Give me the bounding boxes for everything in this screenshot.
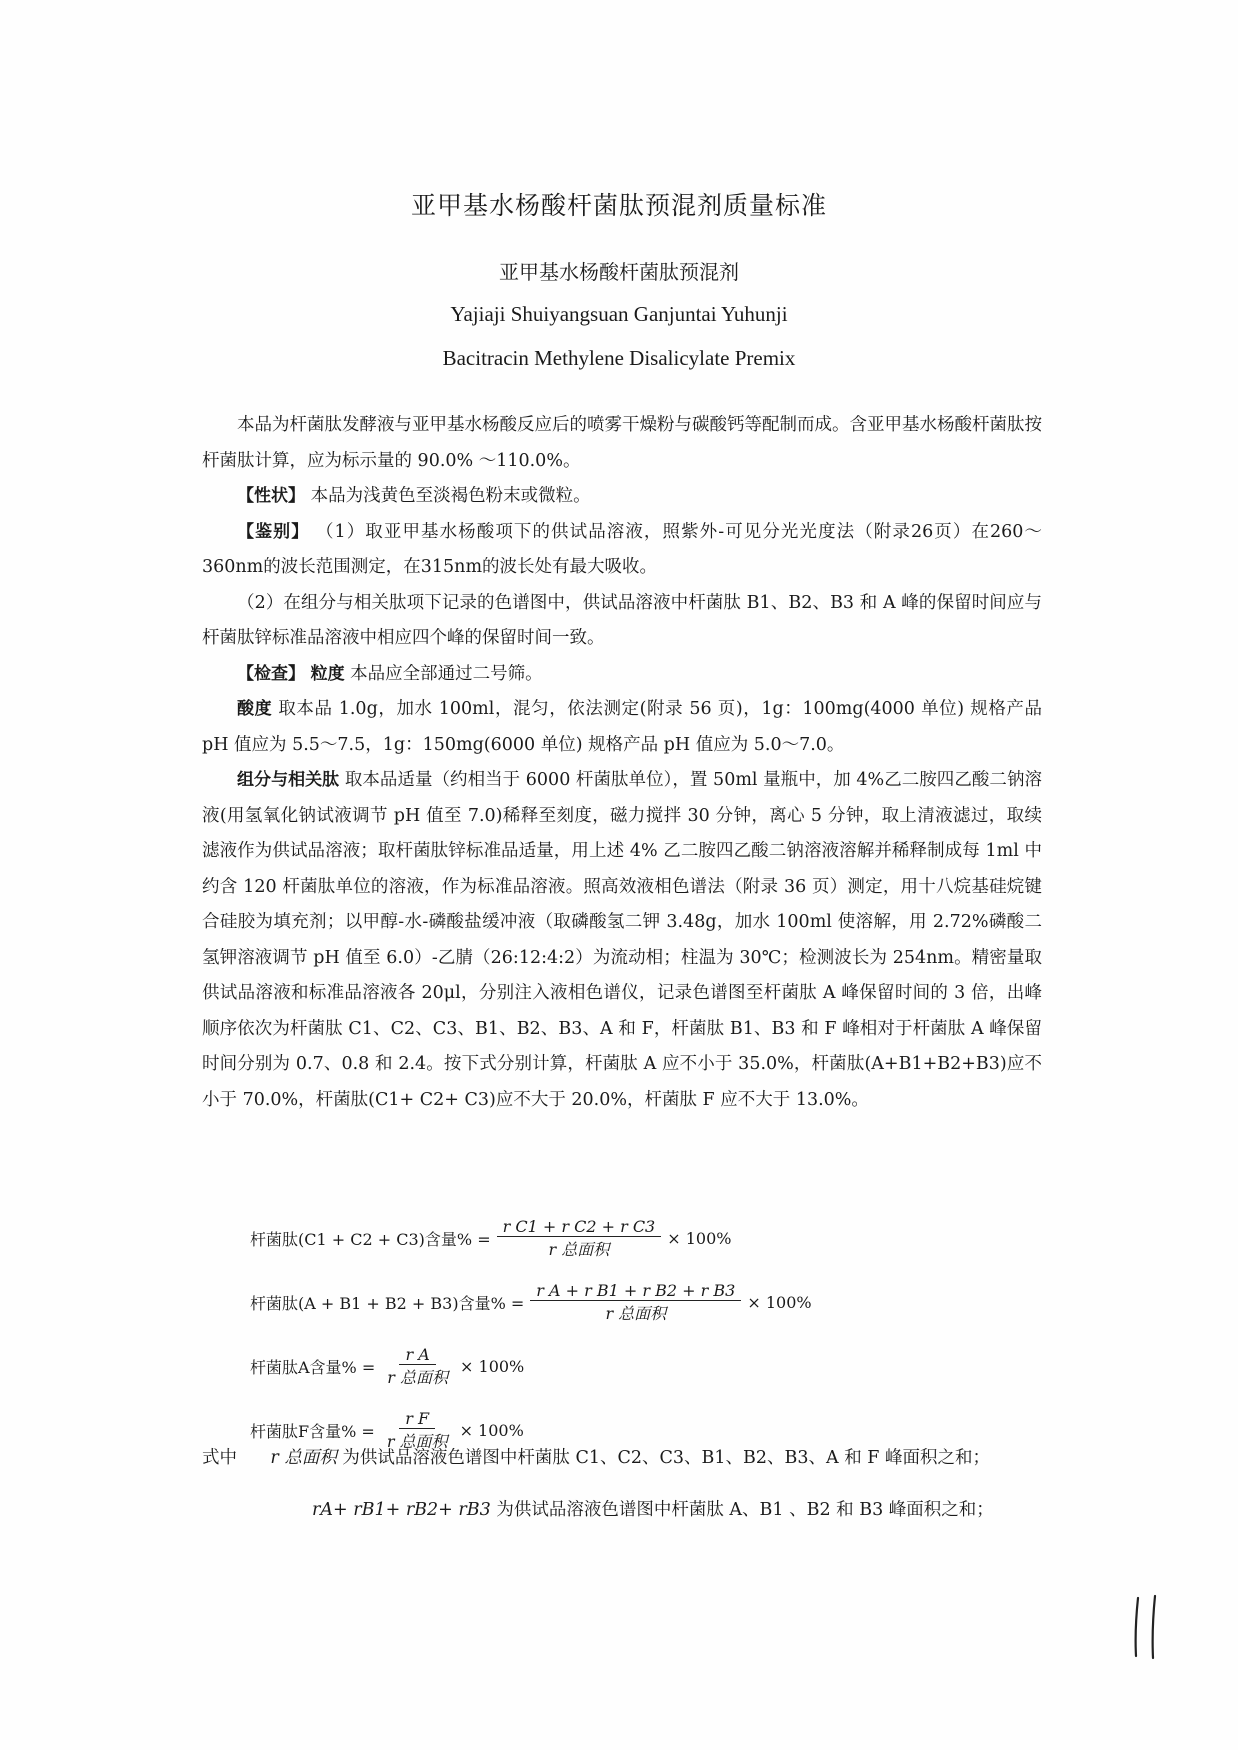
formula-label: 杆菌肽F含量% = bbox=[250, 1421, 375, 1441]
document-title: 亚甲基水杨酸杆菌肽预混剂质量标准 bbox=[410, 191, 827, 220]
numerator: r C1 + r C2 + r C3 bbox=[497, 1217, 662, 1237]
denominator: r 总面积 bbox=[605, 1303, 667, 1323]
formula-multiplier: × 100% bbox=[460, 1356, 525, 1376]
denominator: r 总面积 bbox=[387, 1367, 449, 1387]
acidity-label: 酸度 bbox=[237, 699, 273, 719]
formula-label: 杆菌肽(A + B1 + B2 + B3)含量% = bbox=[250, 1293, 525, 1313]
components-label: 组分与相关肽 bbox=[237, 770, 340, 790]
product-name: 亚甲基水杨酸杆菌肽预混剂 bbox=[499, 260, 739, 284]
document-body bbox=[202, 408, 1042, 1118]
properties-text: 本品为浅黄色至淡褐色粉末或微粒。 bbox=[310, 486, 591, 506]
handwritten-page-number bbox=[1128, 1592, 1168, 1662]
acidity-paragraph bbox=[202, 692, 1042, 763]
properties-tag: 【性状】 bbox=[237, 486, 305, 506]
granularity-label: 粒度 bbox=[310, 663, 345, 684]
fraction bbox=[381, 1345, 454, 1388]
components-text: 取本品适量（约相当于 6000 杆菌肽单位），置 50ml 量瓶中，加 4%乙二胺四乙酸二钠溶液(用氢氧化钠试液调节 pH 值至 7.0)稀释至刻度，磁力搅拌 30 分钟，离心 5 分钟，取上清液滤过，取续滤液作为供试品溶液；取杆菌肽锌标准品适量，用上述 4% 乙二胺四乙酸二钠溶液溶解并稀释制成每 1ml 中约含 120 杆菌肽单位的溶液，作为标准品溶液。照高效液相色谱法（附录 36 页）测定，用十八烷基硅烷键合硅胶为填充剂；以甲醇-水-磷酸盐缓冲液（取磷酸氢二钾 3.48g，加水 100ml 使溶解，用 2.72%磷酸二氢钾溶液调节 pH 值至 6.0）-乙腈（26:12:4:2）为流动相；柱温为 30℃；检测波长为 254nm。精密量取供试品溶液和标准品溶液各 20μl，分别注入液相色谱仪，记录色谱图至杆菌肽 A 峰保留时间的 3 倍，出峰顺序依次为杆菌肽 C1、C2、C3、B1、B2、B3、A 和 F，杆菌肽 B1、B3 和 F 峰相对于杆菌肽 A 峰保留时间分别为 0.7、0.8 和 2.4。按下式分别计算，杆菌肽 A 应不小于 35.0%，杆菌肽(A+B1+B2+B3)应不小于 70.0%，杆菌肽(C1+ C2+ C3)应不大于 20.0%，杆菌肽 F 应不大于 13.0%。 bbox=[202, 770, 1042, 1110]
formula-definitions bbox=[202, 1440, 1042, 1528]
inspection-section bbox=[202, 657, 1042, 693]
formula-block bbox=[250, 1206, 900, 1462]
definition-a-group-text: 为供试品溶液色谱图中杆菌肽 A、B1 、B2 和 B3 峰面积之和； bbox=[496, 1500, 994, 1520]
symbol-total-area: r 总面积 bbox=[270, 1448, 337, 1468]
denominator: r 总面积 bbox=[548, 1239, 610, 1259]
formula-multiplier: × 100% bbox=[459, 1420, 524, 1440]
formula-label: 杆菌肽A含量% = bbox=[250, 1357, 376, 1377]
formula-label: 杆菌肽(C1 + C2 + C3)含量% = bbox=[250, 1229, 491, 1249]
formula-a bbox=[250, 1334, 900, 1398]
formula-multiplier: × 100% bbox=[667, 1228, 732, 1248]
acidity-text: 取本品 1.0g，加水 100ml，混匀，依法测定(附录 56 页)，1g：100mg(4000 单位) 规格产品 pH 值应为 5.5～7.5，1g：150mg(6000 单位) 规格产品 pH 值应为 5.0～7.0。 bbox=[202, 699, 1042, 755]
granularity-text: 本品应全部通过二号筛。 bbox=[350, 663, 543, 684]
symbol-a-group: rA+ rB1+ rB2+ rB3 bbox=[312, 1500, 491, 1520]
formula-multiplier: × 100% bbox=[747, 1292, 812, 1312]
definition-total-area bbox=[202, 1440, 1042, 1476]
inspection-tag: 【检查】 bbox=[237, 663, 305, 684]
identification-item-2: （2）在组分与相关肽项下记录的色谱图中，供试品溶液中杆菌肽 B1、B2、B3 和 A 峰的保留时间应与杆菌肽锌标准品溶液中相应四个峰的保留时间一致。 bbox=[202, 592, 1042, 648]
components-paragraph bbox=[202, 763, 1042, 1118]
numerator: r A bbox=[399, 1345, 435, 1365]
definition-a-group-area bbox=[202, 1492, 1042, 1528]
fraction bbox=[530, 1281, 741, 1324]
intro-paragraph: 本品为杆菌肽发酵液与亚甲基水杨酸反应后的喷雾干燥粉与碳酸钙等配制而成。含亚甲基水杨酸杆菌肽按杆菌肽计算，应为标示量的 90.0% ～110.0%。 bbox=[202, 415, 1042, 471]
identification-item-1: （1）取亚甲基水杨酸项下的供试品溶液，照紫外-可见分光光度法（附录26页）在260～360nm的波长范围测定，在315nm的波长处有最大吸收。 bbox=[202, 521, 1042, 577]
identification-tag: 【鉴别】 bbox=[237, 521, 310, 542]
numerator: r A + r B1 + r B2 + r B3 bbox=[530, 1281, 741, 1301]
definition-total-area-text: 为供试品溶液色谱图中杆菌肽 C1、C2、C3、B1、B2、B3、A 和 F 峰面积之和； bbox=[342, 1448, 990, 1468]
formula-ab-group bbox=[250, 1270, 900, 1334]
product-english-name: Bacitracin Methylene Disalicylate Premix bbox=[442, 346, 796, 370]
identification-section bbox=[202, 515, 1042, 586]
properties-section bbox=[202, 479, 1042, 515]
numerator: r F bbox=[399, 1409, 435, 1429]
product-pinyin: Yajiaji Shuiyangsuan Ganjuntai Yuhunji bbox=[450, 302, 788, 326]
formula-c-group bbox=[250, 1206, 900, 1270]
where-lead: 式中 bbox=[202, 1448, 237, 1468]
denominator: r 总面积 bbox=[386, 1431, 448, 1451]
fraction bbox=[497, 1217, 662, 1260]
